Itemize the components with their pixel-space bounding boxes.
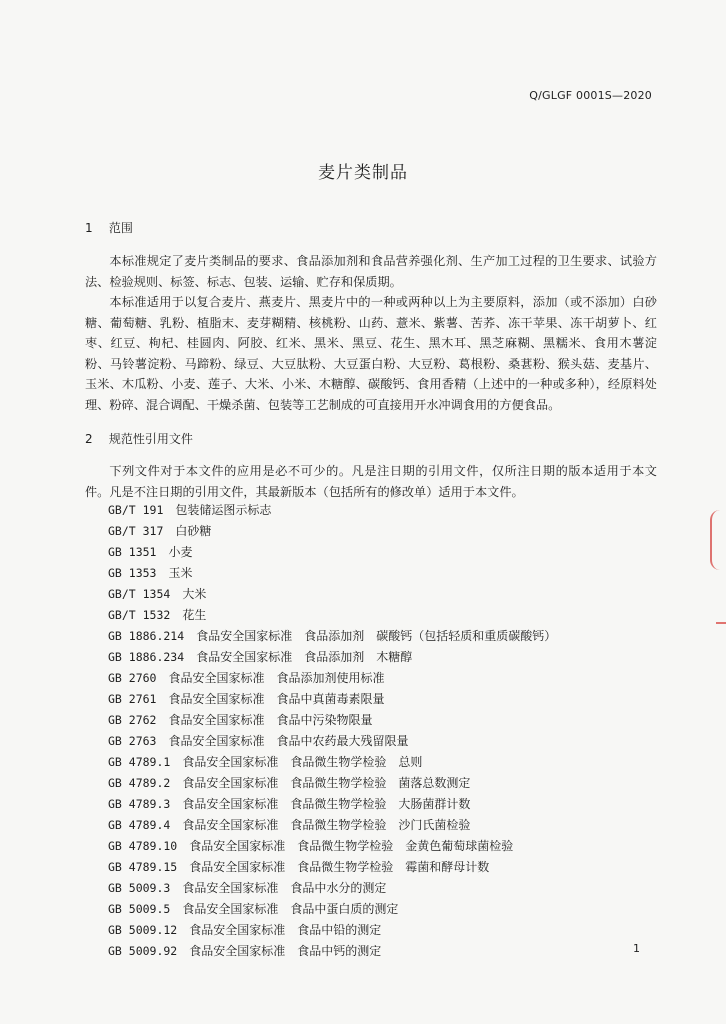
reference-code: GB 4789.1 [108, 755, 171, 769]
reference-title: 食品安全国家标准 食品添加剂 碳酸钙（包括轻质和重质碳酸钙） [196, 629, 557, 643]
reference-title: 食品安全国家标准 食品中钙的测定 [189, 944, 382, 958]
page-title: 麦片类制品 [318, 163, 408, 183]
reference-title: 食品安全国家标准 食品添加剂使用标准 [168, 671, 385, 685]
scope-paragraph-1: 本标准规定了麦片类制品的要求、食品添加剂和食品营养强化剂、生产加工过程的卫生要求、试验方法、检验规则、标签、标志、包装、运输、贮存和保质期。 [85, 254, 657, 289]
page-number: 1 [633, 942, 640, 955]
reference-code: GB/T 1354 [108, 587, 171, 601]
normative-intro: 下列文件对于本文件的应用是必不可少的。凡是注日期的引用文件，仅所注日期的版本适用于本文件。凡是不注日期的引用文件，其最新版本（包括所有的修改单）适用于本文件。 [85, 464, 657, 499]
reference-item [108, 521, 556, 542]
reference-title: 食品安全国家标准 食品中污染物限量 [168, 713, 373, 727]
reference-title: 食品安全国家标准 食品微生物学检验 沙门氏菌检验 [182, 818, 471, 832]
reference-title: 食品安全国家标准 食品微生物学检验 总则 [182, 755, 423, 769]
section-2-title: 规范性引用文件 [108, 432, 193, 446]
reference-code: GB 5009.12 [108, 923, 178, 937]
reference-title: 食品安全国家标准 食品中蛋白质的测定 [182, 902, 399, 916]
reference-item [108, 500, 556, 521]
section-1-title: 范围 [108, 221, 133, 235]
reference-title: 食品安全国家标准 食品微生物学检验 菌落总数测定 [182, 776, 471, 790]
reference-item [108, 752, 556, 773]
reference-item [108, 647, 556, 668]
reference-code: GB 5009.92 [108, 944, 178, 958]
reference-code: GB 1886.214 [108, 629, 185, 643]
reference-item [108, 920, 556, 941]
reference-code: GB/T 317 [108, 524, 164, 538]
seal-mark-fragment [716, 622, 726, 638]
reference-title: 花生 [182, 608, 207, 622]
reference-title: 食品安全国家标准 食品微生物学检验 大肠菌群计数 [182, 797, 471, 811]
reference-code: GB 4789.15 [108, 860, 178, 874]
reference-title: 食品安全国家标准 食品中真菌毒素限量 [168, 692, 385, 706]
reference-title: 包装储运图示标志 [175, 503, 272, 517]
reference-item [108, 899, 556, 920]
reference-item [108, 794, 556, 815]
reference-item [108, 941, 556, 962]
reference-list [108, 500, 556, 962]
reference-code: GB 2762 [108, 713, 157, 727]
reference-item [108, 836, 556, 857]
scope-paragraph-2: 本标准适用于以复合麦片、燕麦片、黑麦片中的一种或两种以上为主要原料，添加（或不添加）白砂糖、葡萄糖、乳粉、植脂末、麦芽糊精、核桃粉、山药、薏米、紫薯、苦荞、冻干苹果、冻干胡萝卜、红枣、红豆、枸杞、桂圆肉、阿胶、红米、黑米、黑豆、花生、黑木耳、黑芝麻糊、黑糯米、食用木薯淀粉、马铃薯淀粉、马蹄粉、绿豆、大豆肽粉、大豆蛋白粉、大豆粉、葛根粉、桑葚粉、猴头菇、麦基片、玉米、木瓜粉、小麦、莲子、大米、小米、木糖醇、碳酸钙、食用香精（上述中的一种或多种），经原料处理、粉碎、混合调配、干燥杀菌、包装等工艺制成的可直接用开水冲调食用的方便食品。 [85, 295, 657, 412]
reference-item [108, 563, 556, 584]
reference-title: 食品安全国家标准 食品微生物学检验 霉菌和酵母计数 [189, 860, 490, 874]
reference-item [108, 731, 556, 752]
reference-item [108, 815, 556, 836]
reference-item [108, 605, 556, 626]
reference-item [108, 773, 556, 794]
reference-title: 白砂糖 [175, 524, 212, 538]
reference-item [108, 878, 556, 899]
reference-code: GB 2761 [108, 692, 157, 706]
reference-code: GB/T 1532 [108, 608, 171, 622]
reference-code: GB 2763 [108, 734, 157, 748]
section-1-heading [85, 219, 133, 236]
reference-code: GB 5009.3 [108, 881, 171, 895]
reference-code: GB 4789.2 [108, 776, 171, 790]
reference-title: 食品安全国家标准 食品中水分的测定 [182, 881, 387, 895]
seal-mark [710, 510, 726, 570]
reference-title: 玉米 [168, 566, 193, 580]
reference-title: 食品安全国家标准 食品微生物学检验 金黄色葡萄球菌检验 [189, 839, 514, 853]
reference-item [108, 668, 556, 689]
reference-title: 食品安全国家标准 食品添加剂 木糖醇 [196, 650, 413, 664]
reference-item [108, 710, 556, 731]
reference-code: GB 5009.5 [108, 902, 171, 916]
reference-code: GB 1886.234 [108, 650, 185, 664]
reference-item [108, 626, 556, 647]
reference-item [108, 689, 556, 710]
section-1-number: 1 [85, 221, 93, 235]
reference-item [108, 542, 556, 563]
reference-item [108, 584, 556, 605]
reference-code: GB 1353 [108, 566, 157, 580]
reference-code: GB 1351 [108, 545, 157, 559]
reference-code: GB 4789.4 [108, 818, 171, 832]
reference-title: 食品安全国家标准 食品中铅的测定 [189, 923, 382, 937]
reference-code: GB 4789.3 [108, 797, 171, 811]
reference-title: 小麦 [168, 545, 193, 559]
section-2-heading [85, 430, 193, 447]
reference-title: 大米 [182, 587, 207, 601]
reference-title: 食品安全国家标准 食品中农药最大残留限量 [168, 734, 409, 748]
reference-code: GB 4789.10 [108, 839, 178, 853]
reference-code: GB/T 191 [108, 503, 164, 517]
section-2-number: 2 [85, 432, 93, 446]
doc-code: Q/GLGF 0001S—2020 [529, 89, 652, 102]
reference-code: GB 2760 [108, 671, 157, 685]
reference-item [108, 857, 556, 878]
